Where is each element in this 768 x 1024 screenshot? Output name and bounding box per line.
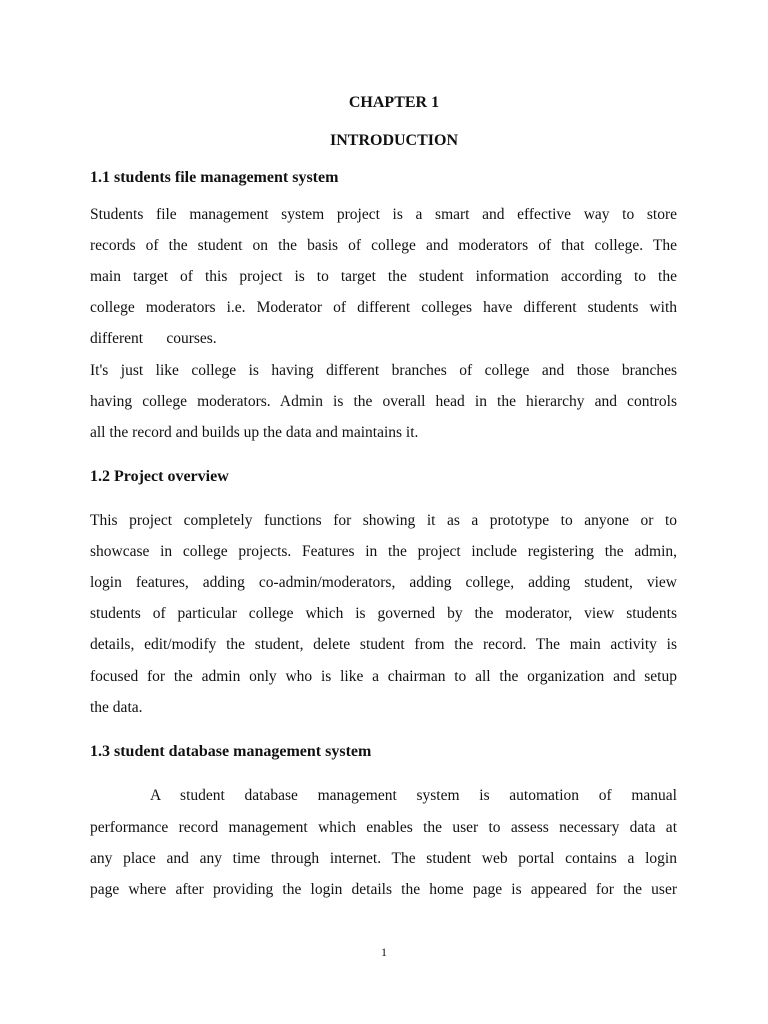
paragraph-line: showcase in college projects. Features in the project include registering the admin, <box>90 543 677 560</box>
paragraph-line: records of the student on the basis of college and moderators of that college. The <box>90 237 677 254</box>
chapter-label: CHAPTER 1 <box>348 94 440 111</box>
section-heading-1-1: 1.1 students file management system <box>90 169 339 186</box>
paragraph-line: performance record management which enables the user to assess necessary data at <box>90 819 677 836</box>
paragraph-line: A student database management system is automation of manual <box>150 787 677 804</box>
paragraph-line: the data. <box>90 699 143 716</box>
paragraph-line: page where after providing the login details the home page is appeared for the user <box>90 881 677 898</box>
section-heading-1-2: 1.2 Project overview <box>90 468 229 485</box>
paragraph-line: main target of this project is to target the student information according to the <box>90 268 677 285</box>
section-heading-1-3: 1.3 student database management system <box>90 743 372 760</box>
paragraph-line: details, edit/modify the student, delete student from the record. The main activity is <box>90 636 677 653</box>
paragraph-line: students of particular college which is governed by the moderator, view students <box>90 605 677 622</box>
paragraph-line: any place and any time through internet. The student web portal contains a login <box>90 850 677 867</box>
paragraph-line: having college moderators. Admin is the overall head in the hierarchy and controls <box>90 393 677 410</box>
paragraph-line: focused for the admin only who is like a chairman to all the organization and setup <box>90 668 677 685</box>
paragraph-line: college moderators i.e. Moderator of different colleges have different students with <box>90 299 677 316</box>
page-number: 1 <box>381 945 387 959</box>
paragraph-line: different courses. <box>90 330 217 347</box>
paragraph-line: login features, adding co-admin/moderators, adding college, adding student, view <box>90 574 677 591</box>
paragraph-line: This project completely functions for showing it as a prototype to anyone or to <box>90 512 677 529</box>
paragraph-line: Students file management system project is a smart and effective way to store <box>90 206 677 223</box>
chapter-title: INTRODUCTION <box>329 132 458 149</box>
paragraph-line: It's just like college is having different branches of college and those branches <box>90 362 677 379</box>
paragraph-line: all the record and builds up the data and maintains it. <box>90 424 419 441</box>
